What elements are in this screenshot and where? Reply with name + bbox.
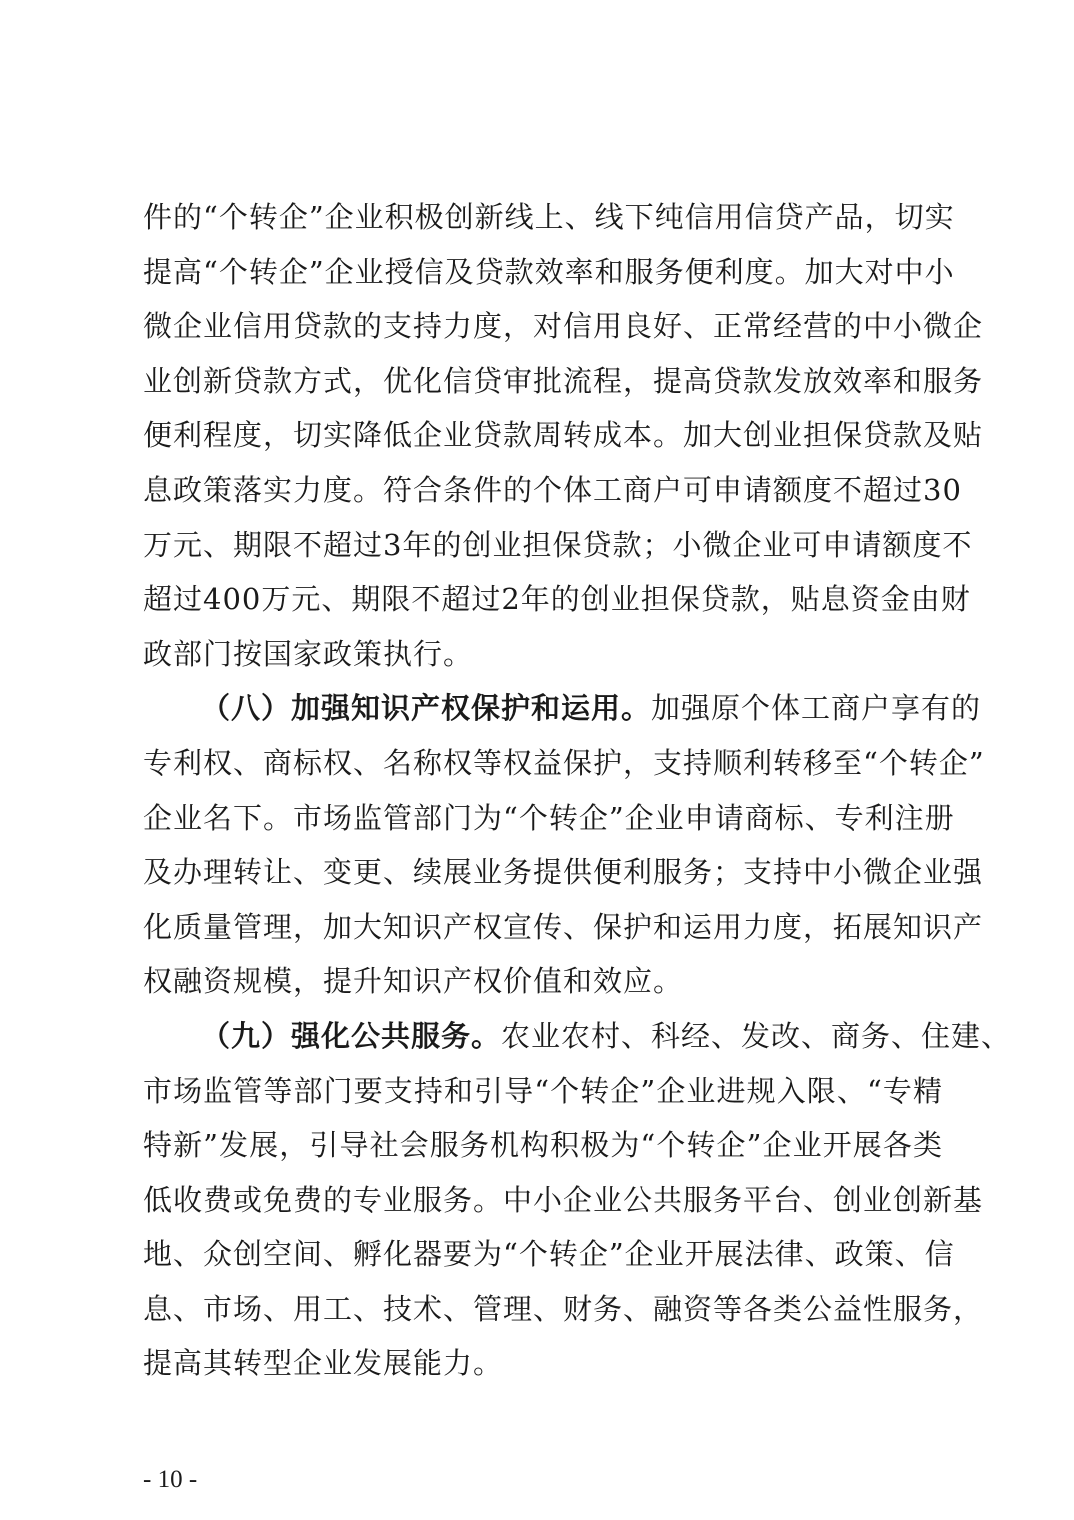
text-line: 超过400万元、期限不超过2年的创业担保贷款，贴息资金由财 [143, 582, 971, 617]
page-number: - 10 - [143, 1466, 198, 1493]
text-line: 业创新贷款方式，优化信贷审批流程，提高贷款发放效率和服务 [143, 363, 984, 398]
text-line: 件的“个转企”企业积极创新线上、线下纯信用信贷产品，切实 [143, 200, 955, 234]
text-span: 加强原个体工商户享有的 [651, 691, 982, 726]
text-line: 地、众创空间、孵化器要为“个转企”企业开展法律、政策、信 [143, 1237, 955, 1272]
paragraph-first-line [143, 681, 982, 736]
text-line: 微企业信用贷款的支持力度，对信用良好、正常经营的中小微企 [143, 309, 984, 344]
text-line: 化质量管理，加大知识产权宣传、保护和运用力度，拓展知识产 [143, 909, 984, 944]
section-heading: （九）强化公共服务。 [201, 1018, 502, 1053]
text-line: 便利程度，切实降低企业贷款周转成本。加大创业担保贷款及贴 [143, 418, 984, 453]
text-line: 及办理转让、变更、续展业务提供便利服务；支持中小微企业强 [143, 855, 984, 890]
text-line: 提高其转型企业发展能力。 [143, 1346, 504, 1381]
text-line: 权融资规模，提升知识产权价值和效应。 [143, 964, 684, 999]
text-span: 农业农村、科经、发改、商务、住建、 [501, 1018, 1012, 1053]
text-line: 息政策落实力度。符合条件的个体工商户可申请额度不超过30 [143, 472, 962, 507]
body-text [143, 190, 1012, 1391]
text-line: 提高“个转企”企业授信及贷款效率和服务便利度。加大对中小 [143, 254, 955, 289]
text-line: 企业名下。市场监管部门为“个转企”企业申请商标、专利注册 [143, 800, 955, 835]
paragraph-first-line [143, 1009, 1012, 1064]
text-line: 专利权、商标权、名称权等权益保护，支持顺利转移至“个转企” [143, 745, 985, 780]
text-line: 市场监管等部门要支持和引导“个转企”企业进规入限、“专精 [143, 1073, 943, 1108]
section-heading: （八）加强知识产权保护和运用。 [201, 691, 652, 726]
text-line: 息、市场、用工、技术、管理、财务、融资等各类公益性服务， [143, 1291, 984, 1326]
text-line: 特新”发展，引导社会服务机构积极为“个转企”企业开展各类 [143, 1128, 943, 1163]
text-line: 万元、期限不超过3年的创业担保贷款；小微企业可申请额度不 [143, 527, 973, 562]
text-line: 政部门按国家政策执行。 [143, 636, 474, 671]
text-line: 低收费或免费的专业服务。中小企业公共服务平台、创业创新基 [143, 1182, 984, 1217]
